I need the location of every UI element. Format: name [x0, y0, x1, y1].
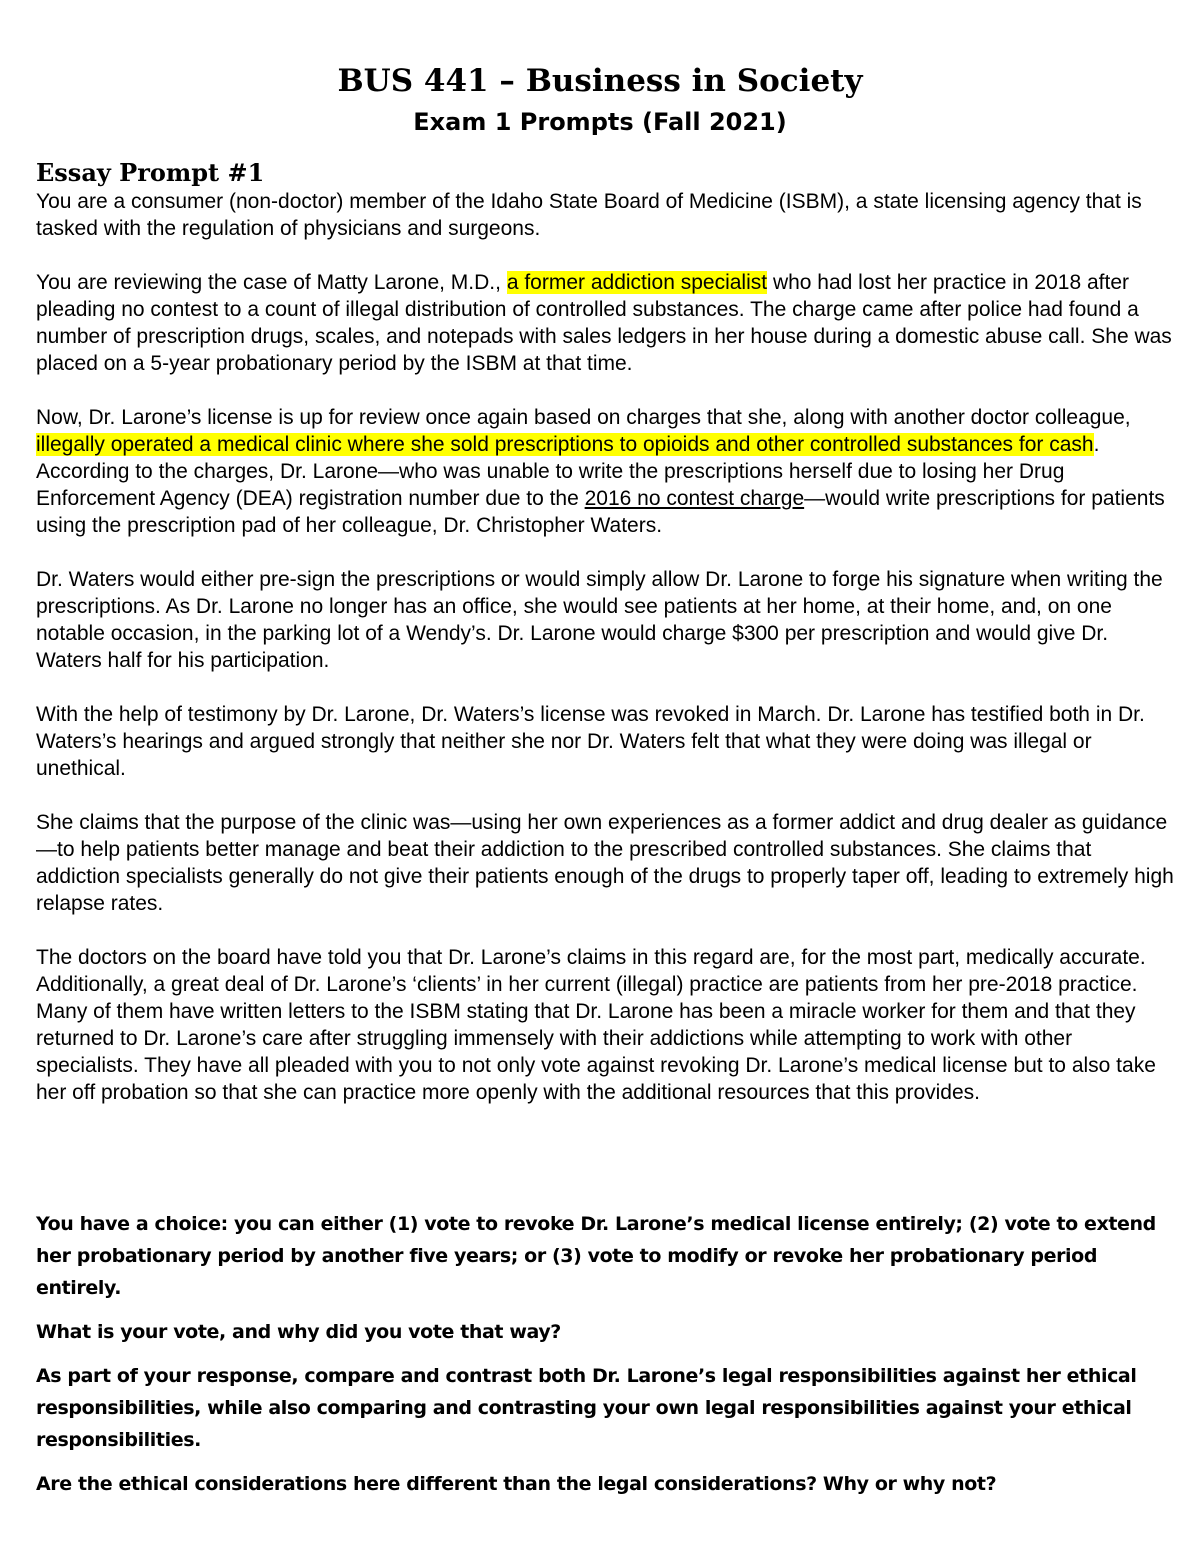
paragraph-3-text-continued: .	[1093, 433, 1100, 456]
paragraph-8: The doctors on the board have told you that Dr. Larone’s claims in this regard are, for the most part, medically accurate. Additionally, a great deal of Dr. Larone’s ‘clients’ in her current (illegal) practice are patients from her pre-2018 practice. Many of them have written letters to the ISBM stating that Dr. Larone has been a miracle worker for them and that they returned to Dr. Larone’s care after struggling immensely with their addictions while attempting to work with other specialists. They have all pleaded with you to not only vote against revoking Dr. Larone’s medical license but to also take her off probation so that she can practice more openly with the additional resources that this provides.	[36, 946, 1156, 1104]
highlighted-text: illegally operated a medical clinic where she sold prescriptions to opioids and other controlled substances for cash	[36, 433, 1094, 456]
question-choice: You have a choice: you can either (1) vote to revoke Dr. Larone’s medical license entirely; (2) vote to extend her probationary period by another five years; or (3) vote to modify or revoke her probationary period entirely.	[36, 1213, 1156, 1299]
paragraph-6: With the help of testimony by Dr. Larone, Dr. Waters’s license was revoked in March. Dr. Larone has testified both in Dr. Waters’s hearings and argued strongly that neither she nor Dr. Waters felt that what they were doing was illegal or unethical.	[36, 703, 1145, 780]
paragraph-3-text: Now, Dr. Larone’s license is up for review once again based on charges that she, along with another doctor colleague,	[36, 406, 1131, 429]
highlighted-text: a former addiction specialist	[506, 271, 768, 294]
essay-prompt-heading: Essay Prompt #1	[36, 158, 265, 187]
exam-subtitle: Exam 1 Prompts (Fall 2021)	[413, 108, 787, 136]
paragraph-2	[36, 269, 1176, 377]
question-vote: What is your vote, and why did you vote that way?	[36, 1321, 561, 1343]
paragraph-2-text: You are reviewing the case of Matty Larone, M.D.,	[36, 271, 507, 294]
paragraph-3	[36, 404, 1176, 458]
paragraph-4	[36, 458, 1176, 539]
paragraph-7: She claims that the purpose of the clinic was—using her own experiences as a former addict and drug dealer as guidance—to help patients better manage and beat their addiction to the prescribed controlled substances. She claims that addiction specialists generally do not give their patients enough of the drugs to properly taper off, leading to extremely high relapse rates.	[36, 811, 1174, 915]
course-title: BUS 441 – Business in Society	[337, 63, 863, 99]
question-ethical-vs-legal: Are the ethical considerations here different than the legal considerations? Why or why not?	[36, 1473, 997, 1495]
prompt-body	[36, 188, 1176, 1106]
underlined-text: 2016 no contest charge	[584, 487, 805, 510]
paragraph-4-text-continued: —would write prescriptions for patients using the prescription pad of her colleague, Dr. Christopher Waters.	[36, 487, 1165, 537]
paragraph-1: You are a consumer (non-doctor) member of the Idaho State Board of Medicine (ISBM), a state licensing agency that is tasked with the regulation of physicians and surgeons.	[36, 190, 1142, 240]
paragraph-4-text: According to the charges, Dr. Larone—who was unable to write the prescriptions herself due to losing her Drug Enforcement Agency (DEA) registration number due to the	[36, 460, 1065, 510]
paragraph-2-text-continued: who had lost her practice in 2018 after pleading no contest to a count of illegal distribution of controlled substances. The charge came after police had found a number of prescription drugs, scales, and notepads with sales ledgers in her house during a domestic abuse call. She was placed on a 5-year probationary period by the ISBM at that time.	[36, 271, 1172, 375]
paragraph-5: Dr. Waters would either pre-sign the prescriptions or would simply allow Dr. Larone to forge his signature when writing the prescriptions. As Dr. Larone no longer has an office, she would see patients at her home, at their home, and, on one notable occasion, in the parking lot of a Wendy’s. Dr. Larone would charge $300 per prescription and would give Dr. Waters half for his participation.	[36, 568, 1163, 672]
question-compare: As part of your response, compare and contrast both Dr. Larone’s legal responsibilities against her ethical responsibilities, while also comparing and contrasting your own legal responsibilities against your ethical responsibilities.	[36, 1365, 1137, 1451]
exam-questions	[36, 1208, 1176, 1512]
